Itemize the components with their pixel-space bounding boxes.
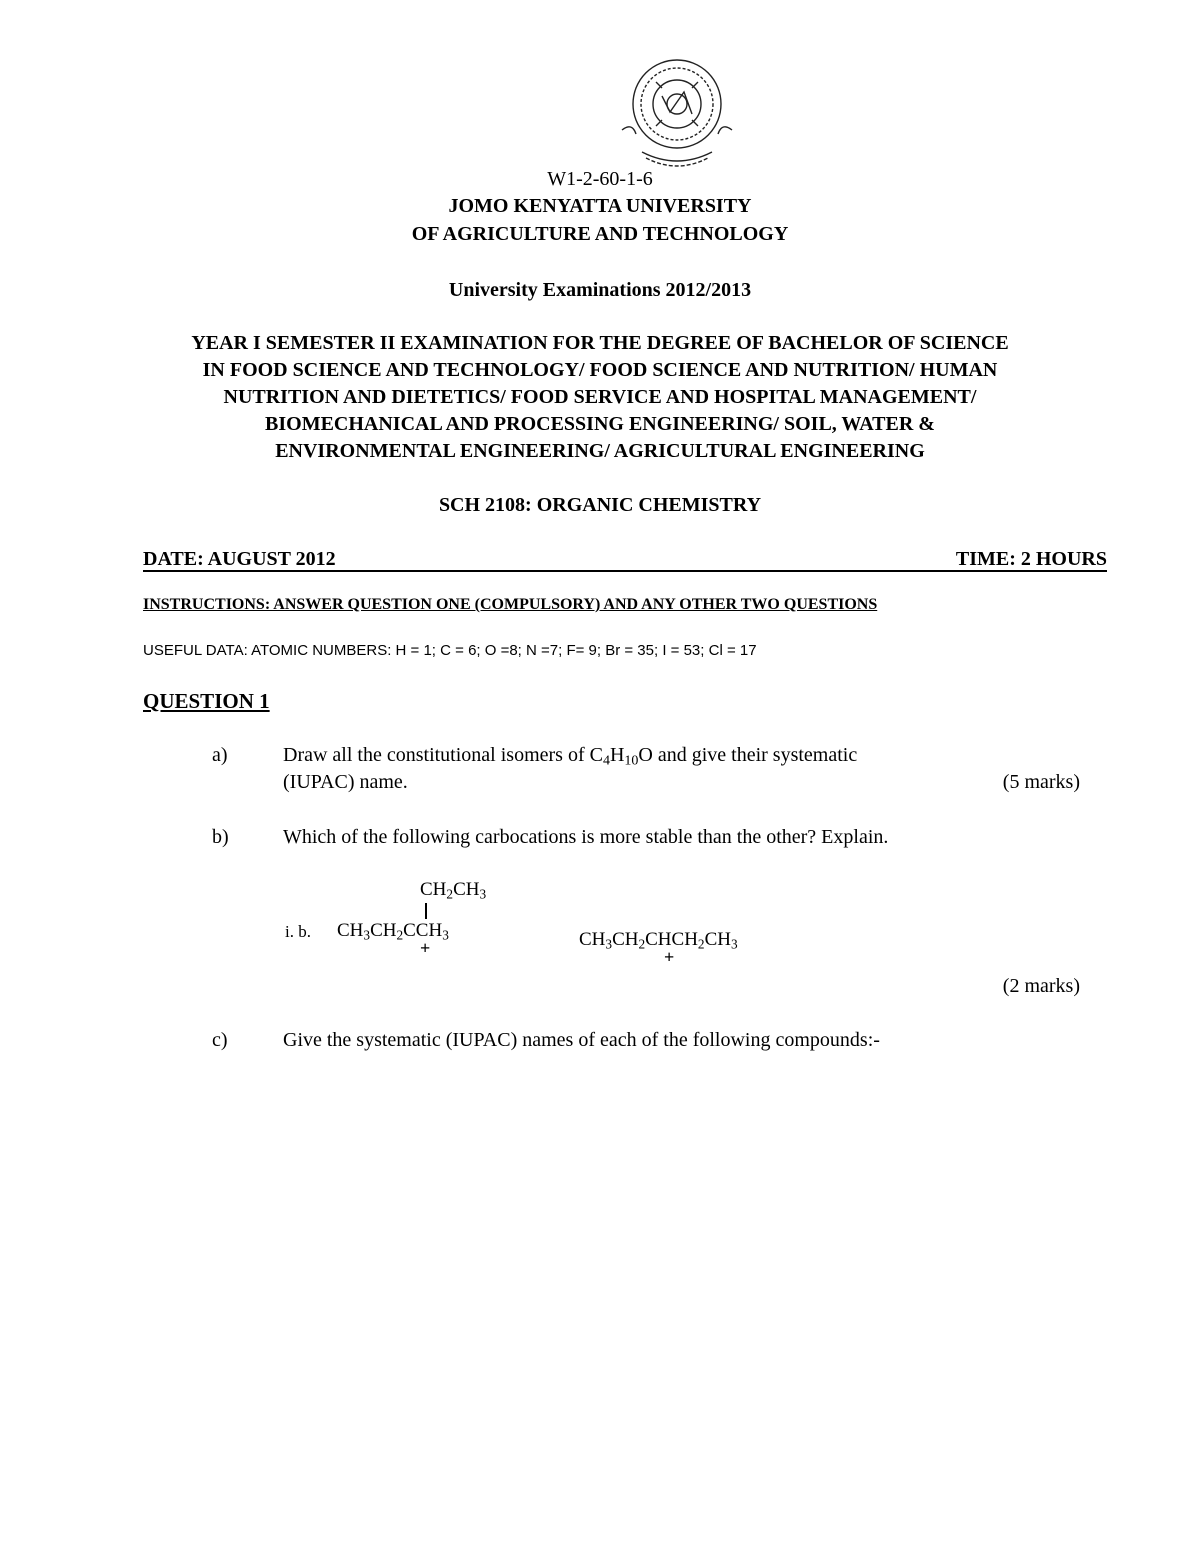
question-b-marks: (2 marks) <box>1002 975 1080 997</box>
degree-line: NUTRITION AND DIETETICS/ FOOD SERVICE AND HOSPITAL MANAGEMENT/ <box>223 386 977 408</box>
university-name-line2: OF AGRICULTURE AND TECHNOLOGY <box>411 223 789 245</box>
structure1-charge: + <box>420 938 431 958</box>
degree-line: BIOMECHANICAL AND PROCESSING ENGINEERING/ SOIL, WATER & <box>265 413 935 435</box>
structure2-charge: + <box>664 947 675 967</box>
structure-label: i. b. <box>285 922 311 941</box>
question-b-letter: b) <box>212 826 229 848</box>
question-b-text: Which of the following carbocations is more stable than the other? Explain. <box>283 826 889 848</box>
date-time-underline <box>143 570 1107 572</box>
structure2-main: $CH_3CH_2CHCH_2CH_3$ <box>579 929 738 952</box>
structure1-main: $CH_3CH_2CCH_3$ <box>337 920 449 943</box>
question-a-text-line2: (IUPAC) name. <box>283 771 408 793</box>
exam-time: TIME: 2 HOURS <box>955 548 1107 570</box>
degree-line: ENVIRONMENTAL ENGINEERING/ AGRICULTURAL ENGINEERING <box>275 440 925 462</box>
question-c-text: Give the systematic (IUPAC) names of each of the following compounds:- <box>283 1029 880 1051</box>
degree-line: YEAR I SEMESTER II EXAMINATION FOR THE DEGREE OF BACHELOR OF SCIENCE <box>191 332 1009 354</box>
degree-line: IN FOOD SCIENCE AND TECHNOLOGY/ FOOD SCIENCE AND NUTRITION/ HUMAN <box>202 359 998 381</box>
degree-title <box>0 330 1200 465</box>
exam-date: DATE: AUGUST 2012 <box>143 548 336 570</box>
exam-code: W1-2-60-1-6 <box>547 168 653 190</box>
question-heading: QUESTION 1 <box>143 689 270 713</box>
course-title: SCH 2108: ORGANIC CHEMISTRY <box>438 494 762 516</box>
exam-session: University Examinations 2012/2013 <box>448 279 752 301</box>
question-a-marks: (5 marks) <box>1002 771 1080 793</box>
university-name-line1: JOMO KENYATTA UNIVERSITY <box>448 195 752 217</box>
question-c-letter: c) <box>212 1029 228 1051</box>
instructions: INSTRUCTIONS: ANSWER QUESTION ONE (COMPULSORY) AND ANY OTHER TWO QUESTIONS <box>143 596 878 613</box>
structure1-branch: $CH_2CH_3$ <box>420 879 487 902</box>
question-a-text: Draw all the constitutional isomers of $C_4H_{10}O$ and give their systematic <box>283 744 858 769</box>
question-a-letter: a) <box>212 744 228 766</box>
university-seal-icon <box>612 52 742 170</box>
useful-data: USEFUL DATA: ATOMIC NUMBERS: H = 1; C = 6; O =8; N =7; F= 9; Br = 35; I = 53; Cl = 17 <box>143 642 757 659</box>
structure1-bond <box>425 903 427 919</box>
